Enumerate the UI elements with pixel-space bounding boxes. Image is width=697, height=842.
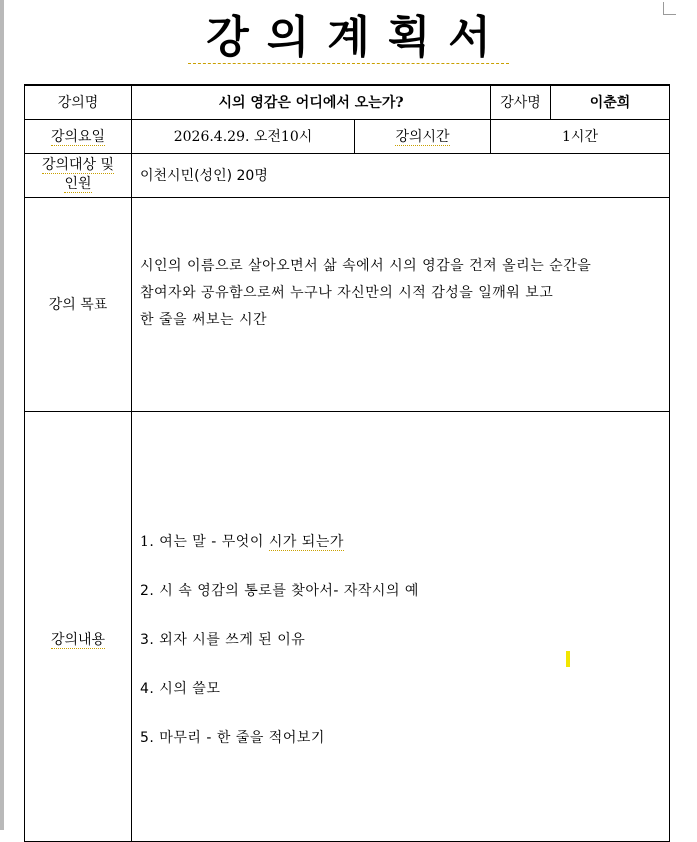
text-cursor-highlight: [566, 651, 570, 667]
content-item-5: 5. 마무리 - 한 줄을 적어보기: [140, 729, 325, 746]
goal-line-2: 참여자와 공유함으로써 누구나 자신만의 시적 감성을 일깨워 보고: [140, 284, 554, 301]
value-lecture-content[interactable]: [132, 411, 670, 841]
label-lecture-goal[interactable]: [25, 197, 132, 411]
row-lecture-date: [25, 119, 670, 153]
value-lecture-goal[interactable]: [132, 197, 670, 411]
value-lecture-date-text: 2026.4.29. 오전10시: [173, 129, 313, 145]
label-lecture-duration[interactable]: [355, 119, 491, 153]
value-lecture-title-text: 시의 영감은 어디에서 오는가?: [218, 95, 404, 112]
value-lecture-duration-text: 1시간: [562, 129, 598, 145]
value-instructor[interactable]: [551, 85, 670, 119]
label-lecture-title-text: 강의명: [57, 95, 99, 112]
page-left-edge: [0, 0, 4, 830]
goal-line-1: 시인의 이름으로 살아오면서 삶 속에서 시의 영감을 건져 올리는 순간을: [140, 257, 592, 274]
document-title-text: 강의계획서: [188, 12, 509, 64]
label-lecture-goal-text: 강의 목표: [48, 297, 108, 313]
row-target-audience: [25, 153, 670, 197]
content-item-3: 3. 외자 시를 쓰게 된 이유: [140, 631, 306, 648]
label-lecture-content-text: 강의내용: [50, 631, 106, 648]
label-instructor[interactable]: [491, 85, 551, 119]
goal-line-3: 한 줄을 써보는 시간: [140, 311, 268, 328]
value-target-audience-text: 이천시민(성인) 20명: [140, 168, 268, 184]
label-lecture-duration-text: 강의시간: [395, 129, 450, 145]
row-lecture-content: [25, 411, 670, 841]
label-instructor-text: 강사명: [500, 95, 541, 112]
value-lecture-date[interactable]: [132, 119, 355, 153]
content-item-1: 1. 여는 말 - 무엇이 시가 되는가: [140, 533, 344, 550]
value-target-audience[interactable]: [132, 153, 670, 197]
content-list: [132, 518, 669, 763]
label-target-line1: 강의대상 및: [41, 157, 115, 173]
value-lecture-title[interactable]: [132, 85, 491, 119]
label-lecture-date[interactable]: [25, 119, 132, 153]
label-lecture-date-text: 강의요일: [50, 129, 106, 145]
value-lecture-duration[interactable]: [491, 119, 670, 153]
lecture-plan-table: [24, 84, 670, 842]
content-item-4: 4. 시의 쓸모: [140, 680, 221, 697]
value-instructor-text: 이춘희: [589, 95, 631, 112]
row-lecture-title: [25, 85, 670, 119]
label-target-audience[interactable]: [25, 153, 132, 197]
label-target-line2: 인원: [64, 176, 92, 192]
label-lecture-title[interactable]: [25, 85, 132, 119]
content-item-2: 2. 시 속 영감의 통로를 찾아서- 자작시의 예: [140, 582, 419, 599]
row-lecture-goal: [25, 197, 670, 411]
label-lecture-content[interactable]: [25, 411, 132, 841]
document-title: [0, 10, 697, 66]
